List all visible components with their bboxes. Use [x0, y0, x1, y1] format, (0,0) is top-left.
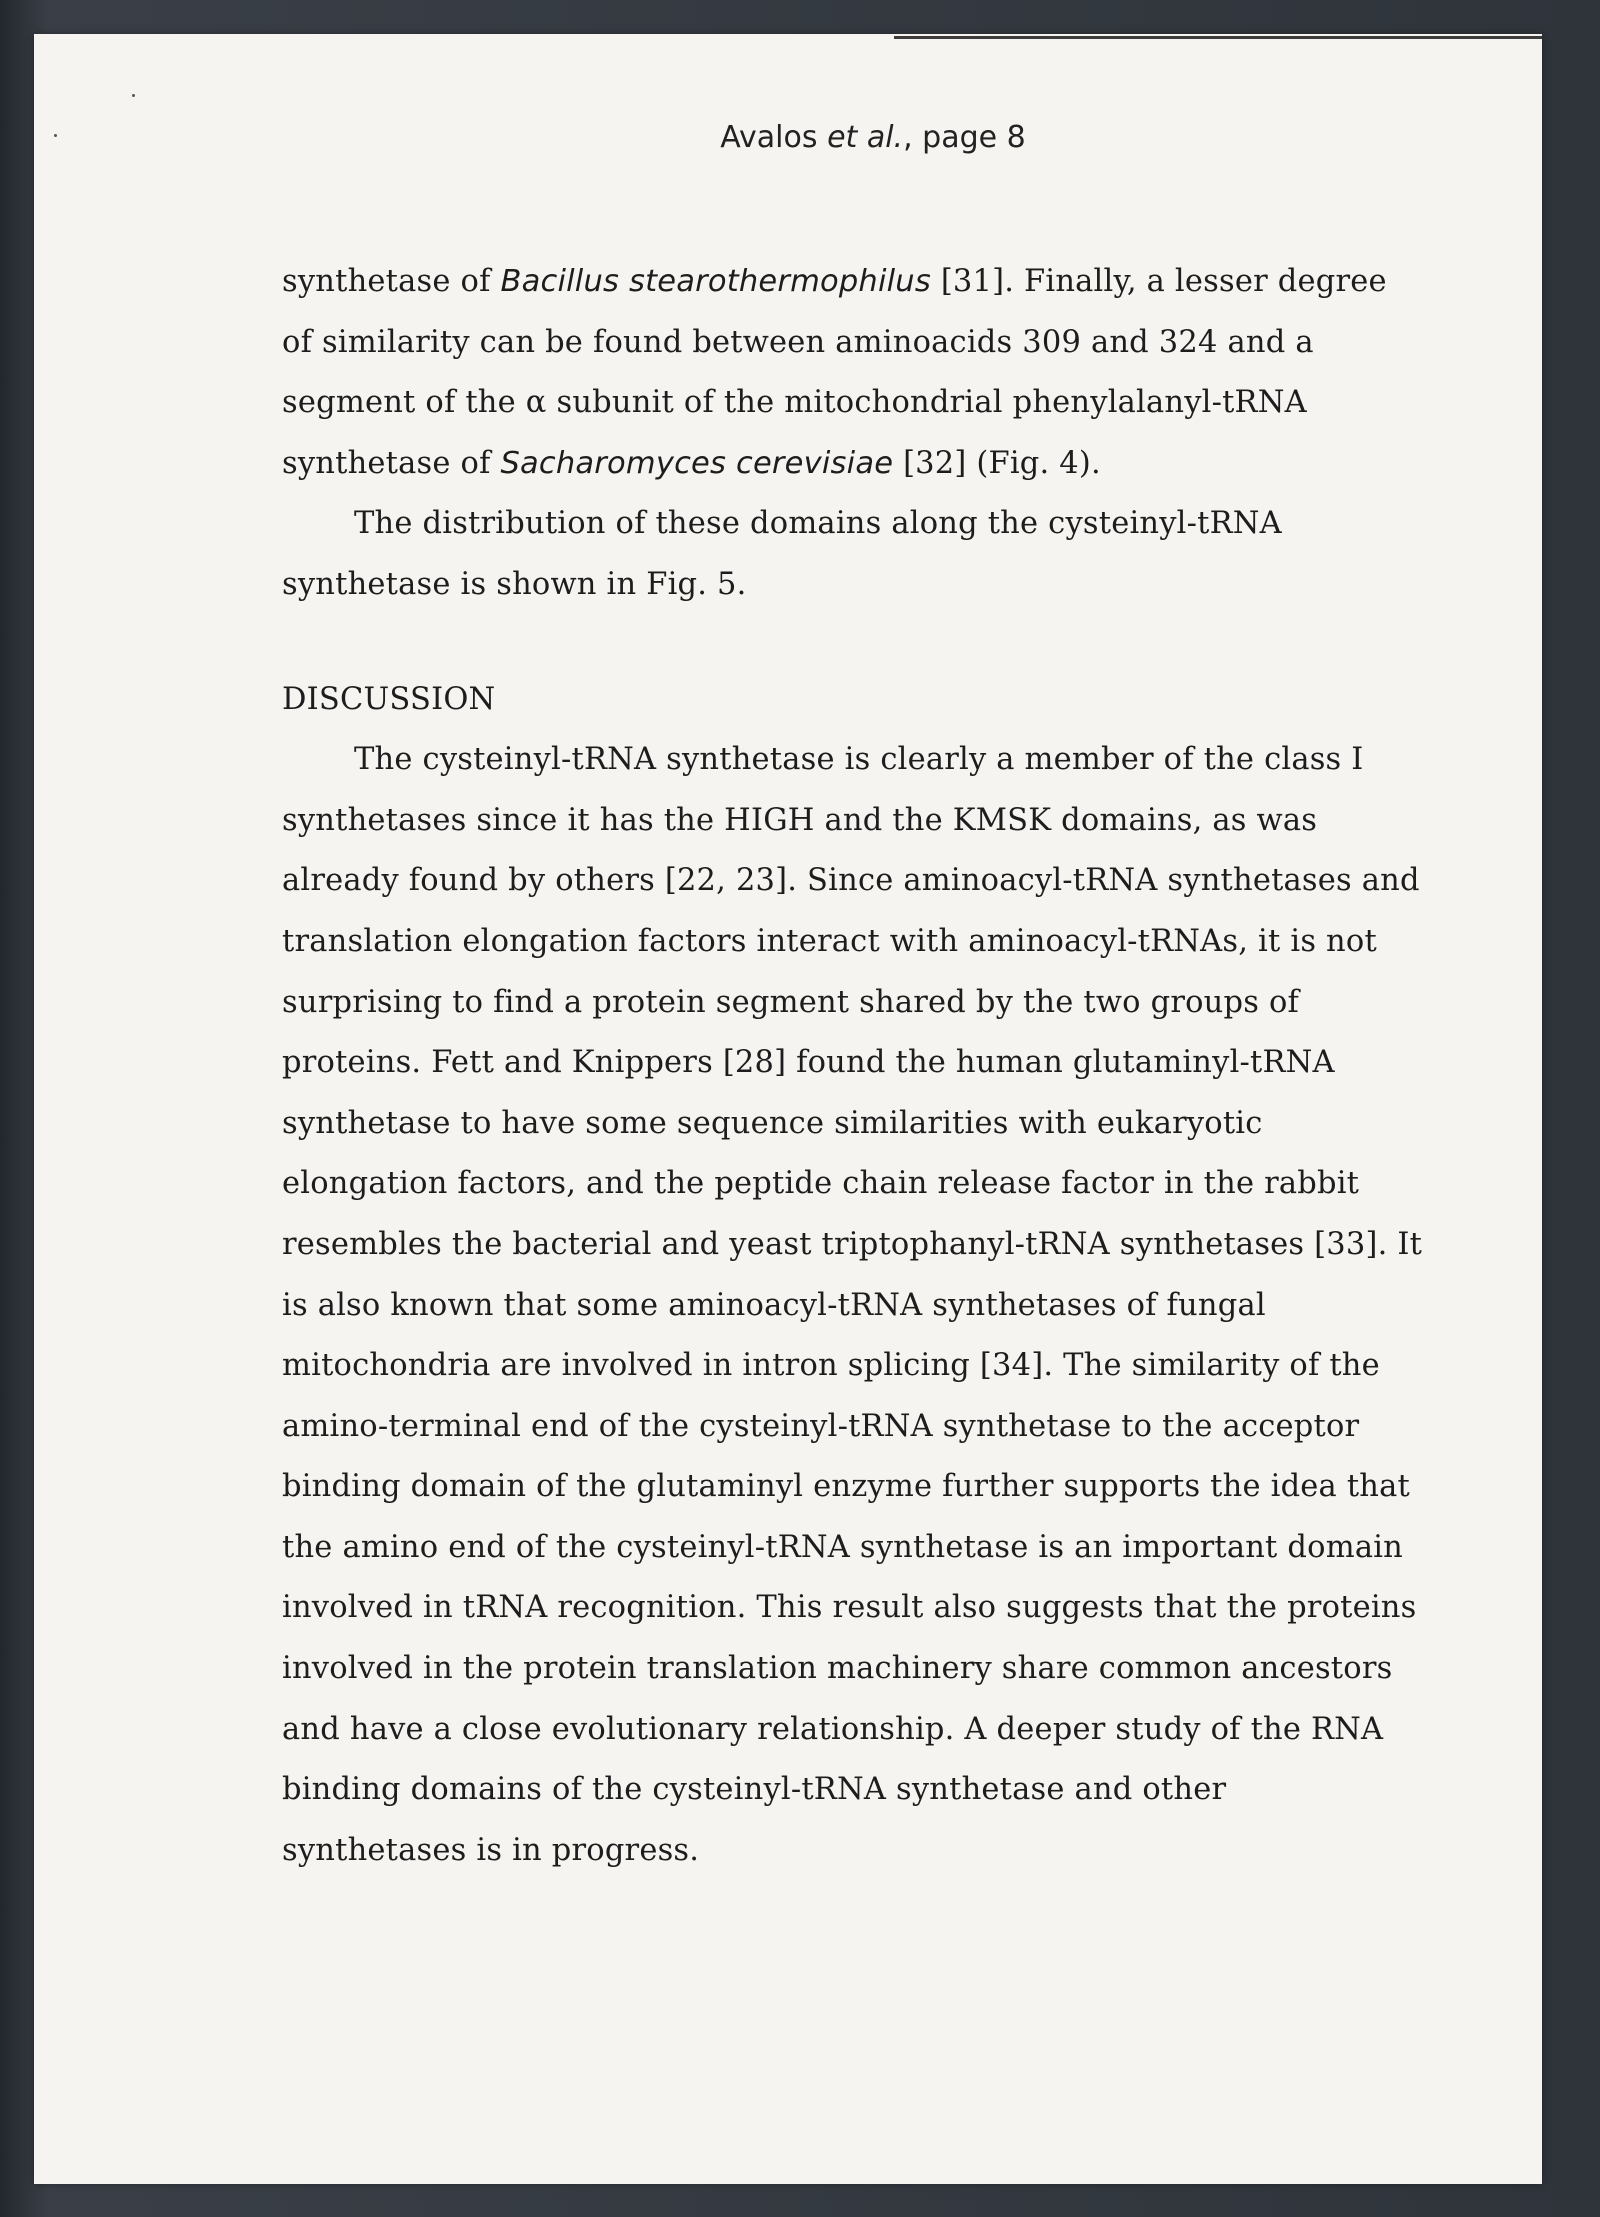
- text-line: amino-terminal end of the cysteinyl-tRNA synthetase to the acceptor: [282, 1408, 1360, 1444]
- text-line: involved in the protein translation machinery share common ancestors: [282, 1651, 1393, 1687]
- running-head-etal: et al.: [827, 120, 904, 155]
- species-name: Bacillus stearothermophilus: [500, 264, 931, 299]
- text-line: binding domains of the cysteinyl-tRNA synthetase and other: [282, 1772, 1227, 1808]
- section-heading: DISCUSSION: [282, 681, 496, 717]
- text-line: elongation factors, and the peptide chain release factor in the rabbit: [282, 1166, 1360, 1202]
- text-line: already found by others [22, 23]. Since aminoacyl-tRNA synthetases and: [282, 863, 1420, 899]
- text-line: binding domain of the glutaminyl enzyme further supports the idea that: [282, 1469, 1410, 1505]
- text-line: segment of the α subunit of the mitochondrial phenylalanyl-tRNA: [282, 385, 1307, 421]
- body-text: [282, 252, 1462, 1881]
- text-segment: synthetase of: [282, 264, 501, 299]
- text-line: synthetase is shown in Fig. 5.: [282, 566, 747, 602]
- text-line: the amino end of the cysteinyl-tRNA synthetase is an important domain: [282, 1529, 1404, 1565]
- text-line: and have a close evolutionary relationship. A deeper study of the RNA: [282, 1711, 1384, 1747]
- scan-speck: [132, 94, 135, 97]
- text-line: translation elongation factors interact with aminoacyl-tRNAs, it is not: [282, 923, 1377, 959]
- running-head-page: , page 8: [903, 120, 1026, 155]
- running-head: [34, 120, 1542, 155]
- text-line: involved in tRNA recognition. This result also suggests that the proteins: [282, 1590, 1417, 1626]
- text-line: proteins. Fett and Knippers [28] found the human glutaminyl-tRNA: [282, 1045, 1335, 1081]
- text-segment: [32] (Fig. 4).: [893, 445, 1101, 481]
- text-line: synthetases is in progress.: [282, 1832, 700, 1868]
- text-segment: synthetase of: [282, 445, 501, 481]
- running-head-author: Avalos: [720, 120, 818, 155]
- text-line: mitochondria are involved in intron splicing [34]. The similarity of the: [282, 1348, 1380, 1384]
- text-line: is also known that some aminoacyl-tRNA synthetases of fungal: [282, 1287, 1266, 1323]
- text-line: synthetase to have some sequence similarities with eukaryotic: [282, 1105, 1263, 1141]
- text-line: The cysteinyl-tRNA synthetase is clearly a member of the class I: [354, 742, 1364, 778]
- text-line: of similarity can be found between aminoacids 309 and 324 and a: [282, 324, 1314, 360]
- text-line: surprising to find a protein segment shared by the two groups of: [282, 984, 1300, 1020]
- text-line: The distribution of these domains along the cysteinyl-tRNA: [354, 506, 1282, 542]
- text-line: [282, 434, 1462, 495]
- species-name: Sacharomyces cerevisiae: [500, 445, 894, 481]
- text-line: [282, 252, 1462, 313]
- text-line: resembles the bacterial and yeast triptophanyl-tRNA synthetases [33]. It: [282, 1226, 1423, 1262]
- page-top-rule: [894, 36, 1542, 39]
- text-segment: [31]. Finally, a lesser degree: [930, 264, 1387, 299]
- document-page: [34, 34, 1542, 2184]
- text-line: synthetases since it has the HIGH and the KMSK domains, as was: [282, 802, 1318, 838]
